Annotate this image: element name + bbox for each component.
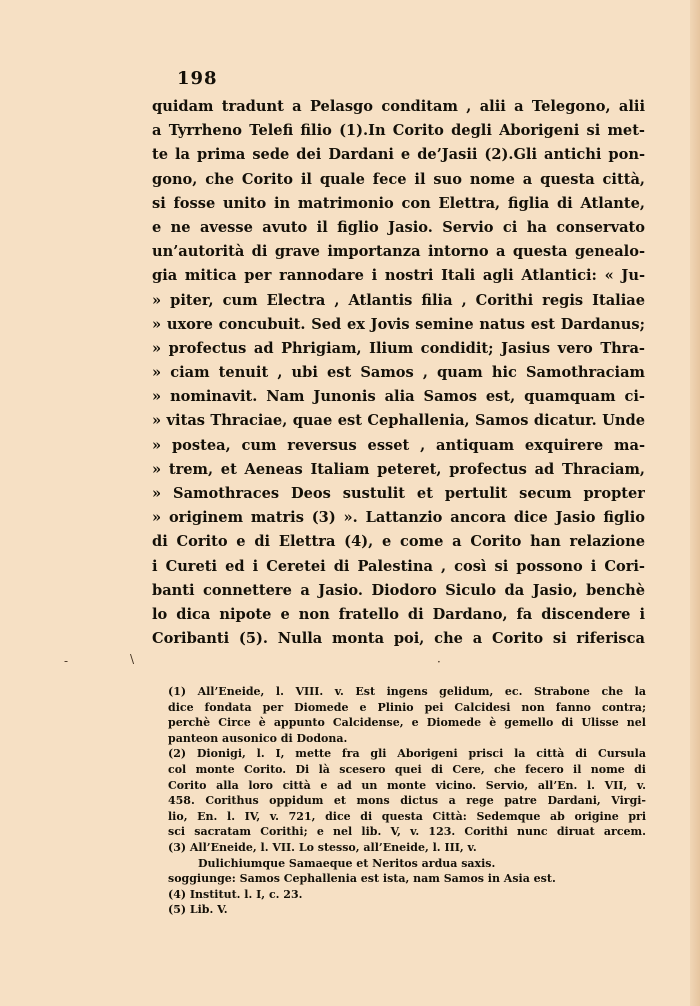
body-line: banti connettere a Jasio. Diodoro Siculo da Jasio, benchè <box>152 581 645 599</box>
footnote-line: Dulichiumque Samaeque et Neritos ardua saxis. <box>198 856 496 870</box>
body-line: » piter, cum Electra , Atlantis filia , Corithi regis Italiae <box>152 291 645 309</box>
stray-mark: - <box>64 654 69 668</box>
footnote-line: dice fondata per Diomede e Plinio pei Calcidesi non fanno contra; <box>168 700 646 714</box>
body-line: a Tyrrheno Telefi filio (1).In Corito degli Aborigeni si met- <box>152 122 645 140</box>
body-line: si fosse unito in matrimonio con Elettra, figlia di Atlante, <box>152 194 645 212</box>
body-line: di Corito e di Elettra (4), e come a Corito han relazione <box>152 533 645 551</box>
body-line: gono, che Corito il quale fece il suo nome a questa città, <box>152 170 645 188</box>
footnote-line: soggiunge: Samos Cephallenia est ista, nam Samos in Asia est. <box>168 872 556 886</box>
footnote-line: Corito alla loro città e ad un monte vicino. Servio, all’En. l. VII, v. <box>168 778 646 792</box>
body-line: » Samothraces Deos sustulit et pertulit secum propter <box>152 485 645 502</box>
body-line: quidam tradunt a Pelasgo conditam , alii a Telegono, alii <box>152 98 645 115</box>
footnote-line: perchè Circe è appunto Calcidense, e Diomede è gemello di Ulisse nel <box>168 716 646 730</box>
body-line: gia mitica per rannodare i nostri Itali agli Atlantici: « Ju- <box>152 267 645 285</box>
body-line: » ciam tenuit , ubi est Samos , quam hic Samothraciam <box>152 364 645 382</box>
body-line: te la prima sede dei Dardani e de’Jasii (2).Gli antichi pon- <box>152 146 645 164</box>
body-line: » uxore concubuit. Sed ex Jovis semine natus est Dardanus; <box>152 315 645 333</box>
footnote-line: (3) All’Eneide, l. VII. Lo stesso, all’Eneide, l. III, v. <box>168 840 477 854</box>
footnote-line: (4) Institut. l. I, c. 23. <box>168 887 303 901</box>
body-line: » profectus ad Phrigiam, Ilium condidit; Jasius vero Thra- <box>152 339 645 357</box>
stray-mark: · <box>437 655 441 669</box>
page-edge-shadow <box>690 0 700 1006</box>
page-number: 198 <box>177 68 218 89</box>
footnote-line: lio, En. l. IV, v. 721, dice di questa Città: Sedemque ab origine pri <box>168 809 646 823</box>
body-line: e ne avesse avuto il figlio Jasio. Servio ci ha conservato <box>152 218 645 236</box>
body-line: » originem matris (3) ». Lattanzio ancora dice Jasio figlio <box>152 509 645 527</box>
body-line: i Cureti ed i Ceretei di Palestina , così si possono i Cori- <box>152 557 645 575</box>
body-line: lo dica nipote e non fratello di Dardano, fa discendere i <box>152 605 645 623</box>
body-line: » postea, cum reversus esset , antiquam exquirere ma- <box>152 436 645 454</box>
footnote-line: (1) All’Eneide, l. VIII. v. Est ingens gelidum, ec. Strabone che la <box>168 685 646 698</box>
footnote-line: panteon ausonico di Dodona. <box>168 731 348 745</box>
body-line: » trem, et Aeneas Italiam peteret, profectus ad Thraciam, <box>152 460 645 478</box>
footnote-line: col monte Corito. Di là scesero quei di Cere, che fecero il nome di <box>168 762 646 776</box>
body-line: un’autorità di grave importanza intorno a questa genealo- <box>152 243 645 261</box>
footnote-line: sci sacratam Corithi; e nel lib. V, v. 123. Corithi nunc diruat arcem. <box>168 825 646 839</box>
stray-mark: \ <box>130 652 135 666</box>
footnotes-block <box>168 684 646 918</box>
footnote-line: (5) Lib. V. <box>168 903 228 917</box>
body-line: » vitas Thraciae, quae est Cephallenia, Samos dicatur. Unde <box>152 412 645 430</box>
body-line: » nominavit. Nam Junonis alia Samos est, quamquam ci- <box>152 388 645 406</box>
main-text-block <box>152 95 645 651</box>
footnote-line: (2) Dionigi, l. I, mette fra gli Aborigeni prisci la città di Cursula <box>168 747 646 761</box>
body-line: Coribanti (5). Nulla monta poi, che a Corito si riferisca <box>152 630 645 648</box>
footnote-line: 458. Corithus oppidum et mons dictus a rege patre Dardani, Virgi- <box>168 794 646 808</box>
